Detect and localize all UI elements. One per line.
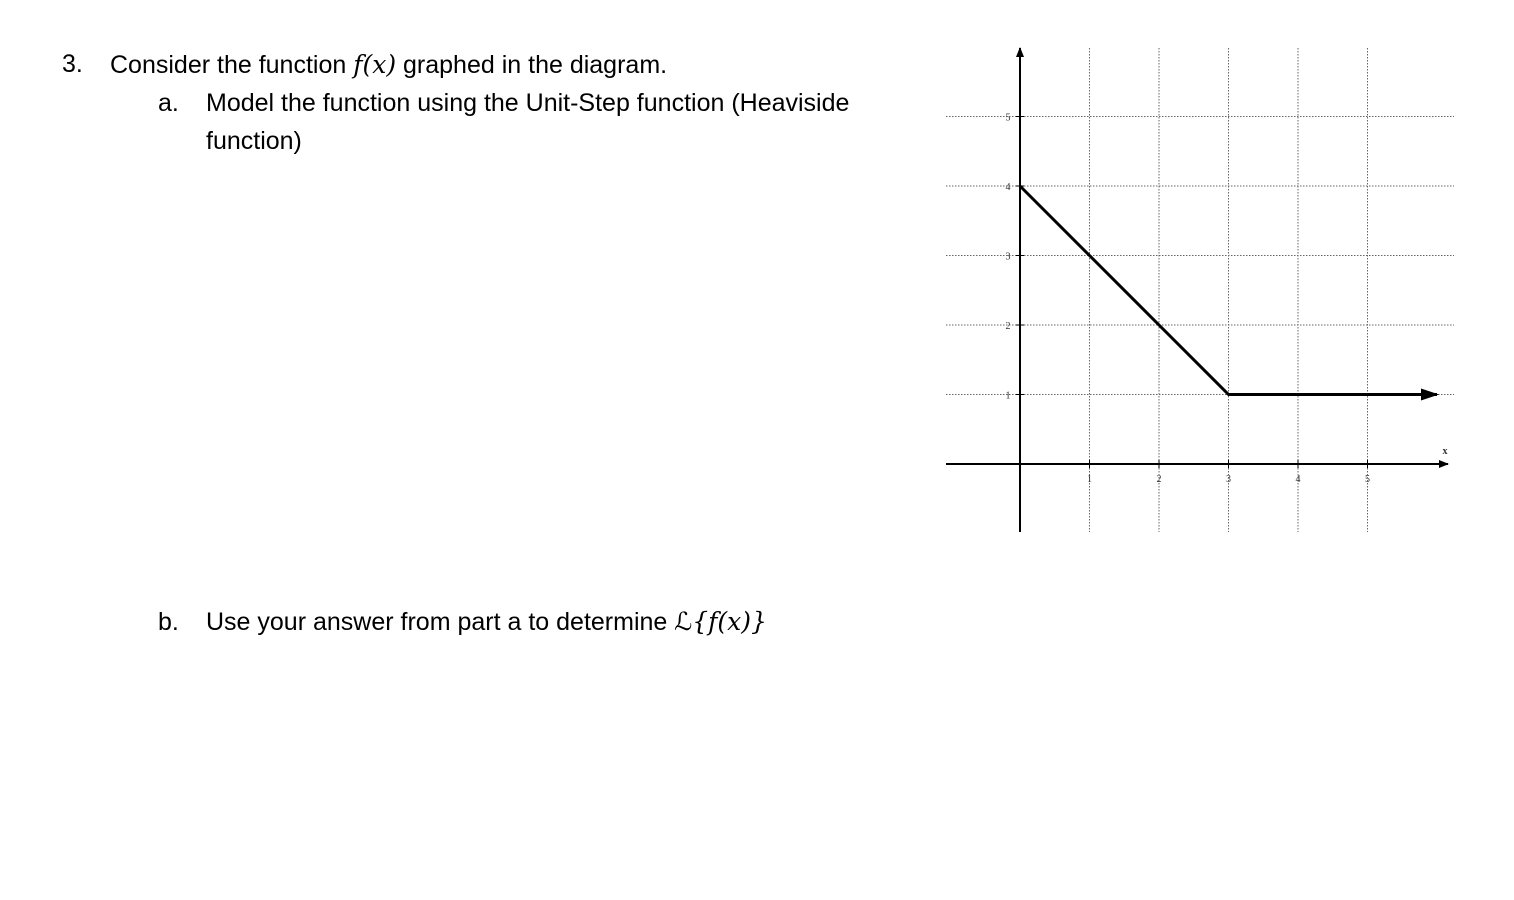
y-tick-label-4: 4 bbox=[1005, 182, 1011, 193]
part-a-label: a. bbox=[158, 89, 179, 117]
function-arg: (x) bbox=[362, 50, 397, 79]
x-tick-label-2: 2 bbox=[1156, 474, 1162, 485]
function-graph bbox=[940, 40, 1480, 540]
y-tick-label-3: 3 bbox=[1005, 251, 1011, 263]
x-tick-label-3: 3 bbox=[1226, 474, 1231, 485]
part-b-label: b. bbox=[158, 608, 179, 636]
question-text bbox=[110, 50, 667, 80]
x-tick-label-1: 1 bbox=[1087, 474, 1092, 485]
x-axis-label: x bbox=[1442, 446, 1448, 457]
part-a-text: Model the function using the Unit-Step function (Heaviside function) bbox=[206, 89, 850, 155]
y-tick-label-2: 2 bbox=[1005, 321, 1011, 332]
function-name: f bbox=[353, 50, 363, 79]
laplace-symbol: ℒ bbox=[674, 607, 693, 636]
laplace-expr: {f(x)} bbox=[692, 607, 767, 636]
part-b-prompt: Use your answer from part a to determine bbox=[206, 608, 675, 636]
y-tick-label-1: 1 bbox=[1005, 390, 1011, 402]
x-tick-label-5: 5 bbox=[1365, 474, 1370, 485]
question-number: 3. bbox=[62, 50, 83, 78]
question-text-before: Consider the function bbox=[110, 51, 354, 79]
question-text-after: graphed in the diagram. bbox=[396, 51, 668, 79]
y-tick-label-5: 5 bbox=[1005, 112, 1011, 124]
part-b-text bbox=[206, 603, 926, 641]
x-tick-label-4: 4 bbox=[1295, 474, 1301, 485]
